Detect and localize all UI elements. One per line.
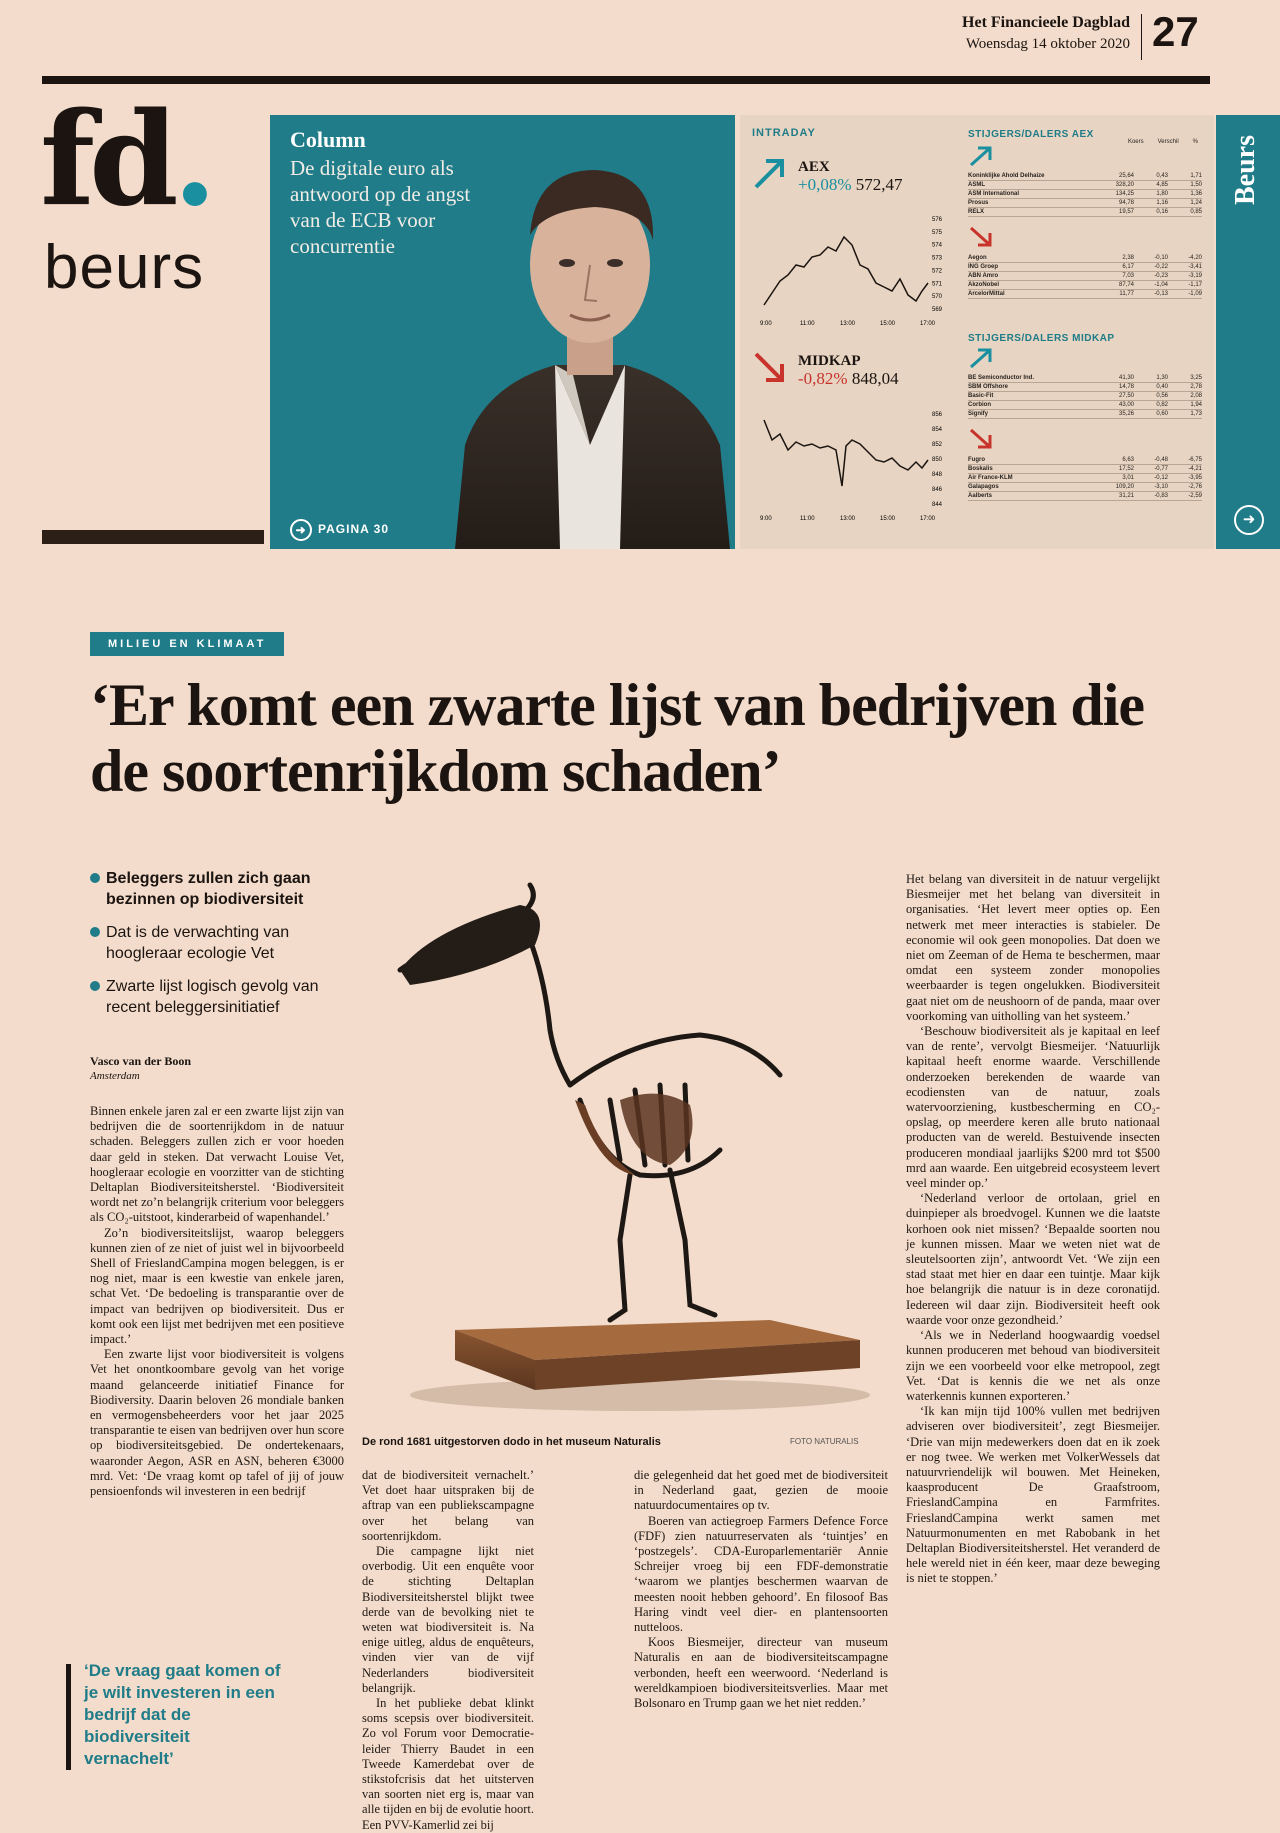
stock-name: Fugro [968,457,985,463]
x-tick-label: 11:00 [800,321,815,327]
stock-value: 1,50 [1190,182,1202,188]
bullet-icon [90,873,100,883]
stock-value: 31,21 [1118,493,1134,499]
fd-logo-text: fd [40,85,173,235]
stock-value: 11,77 [1119,291,1134,297]
pull-quote-bar [66,1664,71,1770]
stock-name: ASM International [968,191,1020,197]
y-tick-label: 852 [932,442,943,448]
stock-name: Corbion [968,402,991,408]
stock-value: 1,71 [1190,173,1202,179]
x-tick-label: 9:00 [760,321,772,327]
aex-value: 572,47 [855,175,903,194]
stock-value: 328,20 [1115,182,1134,188]
stock-row [968,383,1202,392]
bullet-icon [90,981,100,991]
dateline-place: Amsterdam [90,1070,140,1082]
stock-name: SBM Offshore [968,384,1009,390]
arrow-right-icon[interactable]: ➜ [1234,505,1264,535]
stock-value: 2,08 [1190,393,1202,399]
paragraph: ‘Beschouw biodiversiteit als je kapitaal en leef van de rente’, vervolgt Biesmeijer. ‘Natuurlijk kapitaal heeft enorme waarde. Verschillende onderzoeken berekenden de waarde van ecodiensten van de natuur, zoals watervoorziening, kustbescherming en CO₂-opslag, op meerdere keren alle bruto nationaal producten van de wereld. Bestuivende insecten produceren mondiaal jaarlijks $200 mrd tot $500 mrd aan waarde. Een uitgebreid ecosysteem levert veel minder op.’ [906,1024,1160,1191]
body-column-3 [634,1468,888,1780]
bullet-text: Beleggers zullen zich gaan bezinnen op biodiversiteit [106,870,311,908]
stock-name: Aegon [968,255,987,261]
columnist-portrait [445,115,735,549]
midkap-change: -0,82% [798,369,848,388]
x-tick-label: 17:00 [920,516,936,522]
stock-name: AkzoNobel [968,282,1000,288]
header-verschil: Verschil [1157,139,1179,145]
pull-quote: ‘De vraag gaat komen of je wilt investeren in een bedrijf dat de biodiversiteit vernachelt’ [84,1661,281,1768]
stock-value: 1,73 [1190,411,1202,417]
arrow-right-icon: ➜ [290,519,312,541]
stock-row [968,208,1202,217]
stock-name: Air France-KLM [968,475,1013,481]
arrow-up-icon [968,347,994,369]
bullet-text: Zwarte lijst logisch gevolg van recent beleggersinitiatief [106,978,319,1016]
masthead-divider [1141,14,1142,60]
beurs-tab-label: Beurs [1230,135,1261,205]
paragraph: ‘Ik kan mijn tijd 100% vullen met bedrijven adviseren over biodiversiteit’, zegt Biesmeijer. ‘Drie van mijn medewerkers doen dat en ik zoek er nog twee. We werken met VolkerWessels dat natuurvriendelijk wil bouwen. Met Heineken, kaasproducent De Graafstroom, FrieslandCampina en Farmfrites. FrieslandCampina werkt samen met Natuurmonumenten en met Rabobank in het Deltaplan Biodiversiteitsherstel. Het veranderd de hele wereld niet in één keer, maar deze beweging is niet te stoppen.’ [906,1404,1160,1586]
stock-value: -6,75 [1188,457,1202,463]
paragraph: In het publieke debat klinkt soms scepsis over biodiversiteit. Zo vol Forum voor Democratie-leider Thierry Baudet in een Tweede Kamerdebat over de stikstofcrisis dat het uitsterven van soorten niet erg is, maar van alle tijden en bij de evolutie hoort. Een PVV-Kamerlid zei bij [362,1696,534,1832]
y-tick-label: 844 [932,502,943,508]
midkap-table [968,347,1202,501]
stock-row [968,374,1202,383]
aex-table-title: STIJGERS/DALERS AEX [968,129,1094,140]
aex-change: +0,08% [798,175,852,194]
stock-value: -0,22 [1154,264,1168,270]
y-tick-label: 571 [932,281,943,288]
stock-row [968,392,1202,401]
y-tick-label: 575 [932,229,943,236]
stock-value: -3,10 [1154,484,1168,490]
stock-row [968,190,1202,199]
stock-row [968,401,1202,410]
stock-value: 1,16 [1156,200,1168,206]
aex-name: AEX [798,159,830,175]
paragraph: Binnen enkele jaren zal er een zwarte lijst zijn van bedrijven die de soortenrijkdom in de natuur schaden. Beleggers zullen zich er voor hoeden daar geld in steken. Dat verwacht Louise Vet, hoogleraar ecologie en voorzitter van de stichting Deltaplan Biodiversiteitsherstel. ‘Biodiversiteit wordt net zo’n belangrijk criterium voor beleggers als CO₂-uitstoot, kinderarbeid of wapenhandel.’ [90,1104,344,1225]
stock-value: 6,63 [1122,457,1134,463]
stock-name: ABN Amro [968,273,999,279]
issue-date: Woensdag 14 oktober 2020 [965,36,1130,52]
header-koers: Koers [1127,139,1144,145]
stock-value: -1,04 [1154,282,1168,288]
stock-value: 17,52 [1118,466,1134,472]
bullet-item [90,922,350,964]
section-name: beurs [44,233,205,302]
article-bullets [90,868,350,1030]
stock-name: Basic-Fit [968,393,994,399]
stock-value: 3,01 [1122,475,1134,481]
aex-risers-list [968,172,1202,217]
y-tick-label: 570 [932,294,943,301]
column-page-link[interactable] [290,519,389,541]
column-title: De digitale euro als antwoord op de angst van de ECB voor concurrentie [290,156,471,258]
stock-value: 25,64 [1118,173,1134,179]
arrow-up-icon [752,155,788,191]
stock-value: -2,76 [1188,484,1202,490]
bullet-icon [90,927,100,937]
x-tick-label: 11:00 [800,516,815,522]
paragraph: ‘Als we in Nederland hoogwaardig voedsel kunnen produceren met behoud van biodiversiteit zijn we een voorbeeld voor elke metropool, zegt Vet. ‘Dat is kennis die we net als onze waterkennis kunnen exporteren.’ [906,1328,1160,1403]
fd-logo [40,85,212,235]
stock-row [968,465,1202,474]
intraday-label: INTRADAY [752,127,816,139]
stock-value: -1,17 [1188,282,1202,288]
arrow-down-icon [752,350,788,386]
stock-value: -4,20 [1188,255,1202,261]
stock-name: Aalberts [968,493,993,499]
paragraph: die gelegenheid dat het goed met de biodiversiteit in Nederland gaat, gezien de mooie natuurdocumentaires op tv. [634,1468,888,1513]
photo-caption: De rond 1681 uitgestorven dodo in het museum Naturalis [362,1436,661,1448]
stock-value: 1,24 [1190,200,1202,206]
stock-value: -3,19 [1188,273,1202,279]
stock-name: Koninklijke Ahold Delhaize [968,173,1045,179]
aex-fallers-list [968,254,1202,299]
paragraph: dat de biodiversiteit vernachelt.’ Vet doet haar uitspraken bij de aftrap van een publiekscampagne over het belang van soortenrijkdom. [362,1468,534,1543]
y-tick-label: 846 [932,487,943,493]
stock-value: -0,77 [1154,466,1168,472]
stock-row [968,172,1202,181]
stock-value: 7,03 [1122,273,1134,279]
stock-value: 1,30 [1156,375,1168,381]
stock-row [968,181,1202,190]
left-rule [42,530,264,544]
bullet-text: Dat is de verwachting van hoogleraar ecologie Vet [106,924,290,962]
stock-row [968,492,1202,501]
stock-row [968,290,1202,299]
stock-row [968,281,1202,290]
stock-row [968,272,1202,281]
stock-row [968,263,1202,272]
stock-value: 87,74 [1118,282,1134,288]
paragraph: Die campagne lijkt niet overbodig. Uit een enquête voor de stichting Deltaplan Biodiversiteitsherstel blijkt twee derde van de bevolking niet te weten wat biodiversiteit is. Na enige uitleg, aldus de enquêteurs, vinden vier van de vijf Nederlanders biodiversiteit belangrijk. [362,1544,534,1695]
stock-value: -3,41 [1188,264,1202,270]
stock-value: 2,78 [1190,384,1202,390]
stock-value: -0,10 [1154,255,1168,261]
stock-value: 1,36 [1190,191,1202,197]
stock-value: 1,80 [1156,191,1168,197]
dodo-skeleton-photo [370,860,880,1420]
y-tick-label: 574 [932,242,943,249]
article-kicker: MILIEU EN KLIMAAT [90,632,284,656]
body-column-1 [90,1104,344,1634]
arrow-up-icon [968,145,994,167]
stock-name: RELX [968,209,985,215]
midkap-fallers-list [968,456,1202,501]
stock-value: 134,25 [1115,191,1134,197]
stock-value: -0,48 [1154,457,1168,463]
y-tick-label: 576 [932,217,943,223]
page-number: 27 [1152,8,1199,55]
stock-row [968,474,1202,483]
stock-row [968,199,1202,208]
stock-value: -4,21 [1188,466,1202,472]
stock-value: 0,40 [1156,384,1168,390]
column-teaser[interactable] [270,115,735,549]
article-headline: ‘Er komt een zwarte lijst van bedrijven die de soortenrijkdom schaden’ [90,672,1145,804]
stock-name: Galapagos [968,484,999,490]
header-pct: % [1192,139,1198,145]
beurs-section-tab[interactable] [1216,115,1280,549]
aex-table [968,139,1202,299]
stock-value: 94,78 [1118,200,1134,206]
aex-chart [752,205,948,335]
stock-name: Boskalis [968,466,993,472]
stock-name: Prosus [968,200,989,206]
stock-value: 3,25 [1190,375,1202,381]
stock-value: -2,59 [1188,493,1202,499]
body-column-4 [906,872,1160,1780]
y-tick-label: 854 [932,427,943,433]
stock-value: 0,56 [1156,393,1168,399]
paragraph: Koos Biesmeijer, directeur van museum Naturalis en aan de biodiversiteitscampagne verbonden, heeft een weerwoord. ‘Nederland is wereldkampioen biodiversiteitsverlies. Maar met Bolsonaro en Trump gaan we het niet redden.’ [634,1635,888,1711]
author-byline: Vasco van der Boon [90,1054,192,1068]
stock-value: 41,30 [1118,375,1134,381]
stock-value: 6,17 [1122,264,1134,270]
stock-row [968,410,1202,419]
paragraph: ‘Nederland verloor de ortolaan, griel en duinpieper als broedvogel. Kunnen we die laatste korhoen ook niet missen? ‘Bepaalde soorten nou je kunnen missen. Maar we weten niet wat de sleutelsoorten zijn’, antwoordt Vet. ‘We zijn een stad staat met hier en daar een tuintje. Maar kijk hoe belangrijk die natuur is in deze coronatijd. Iedereen wil daar zijn. Biodiversiteit heeft ook waarde voor onze gezondheid.’ [906,1191,1160,1327]
stock-value: -0,83 [1154,493,1168,499]
x-tick-label: 13:00 [840,516,856,522]
arrow-down-icon [968,225,994,249]
x-tick-label: 13:00 [840,321,856,327]
bullet-item [90,868,350,910]
x-tick-label: 15:00 [880,516,896,522]
stock-row [968,254,1202,263]
midkap-name: MIDKAP [798,353,861,369]
stock-value: -0,23 [1154,273,1168,279]
stock-value: 19,57 [1118,209,1134,215]
aex-table-header [968,139,1202,145]
paragraph: Zo’n biodiversiteitslijst, waarop beleggers kunnen zien of ze niet of juist wel in bijvoorbeeld Shell of FrieslandCampina mogen beleggen, is er nog niet, maar is een kwestie van enkele jaren, schat Vet. ‘De bedoeling is transparantie over de impact van bedrijven op biodiversiteit. Dus er komt ook een lijst met bedrijven met een positieve impact.’ [90,1225,344,1347]
column-kicker: Column [290,127,366,152]
stock-value: 4,85 [1156,182,1168,188]
stock-value: 14,78 [1118,384,1134,390]
stock-value: 1,94 [1190,402,1202,408]
stock-value: 0,82 [1156,402,1168,408]
stock-value: 0,43 [1156,173,1168,179]
stock-name: ASML [968,182,985,188]
y-tick-label: 573 [932,255,943,262]
market-panel [740,115,1214,549]
stock-value: 0,16 [1156,209,1168,215]
y-tick-label: 850 [932,457,943,463]
midkap-chart-line [764,420,928,486]
body-column-2 [362,1468,534,1832]
stock-value: -3,95 [1188,475,1202,481]
stock-value: 109,20 [1115,484,1134,490]
stock-value: 35,26 [1118,411,1134,417]
stock-value: -0,13 [1154,291,1168,297]
midkap-value: 848,04 [851,369,899,388]
y-tick-label: 848 [932,472,943,478]
x-tick-label: 15:00 [880,321,896,327]
stock-value: 0,60 [1156,411,1168,417]
paragraph: Het belang van diversiteit in de natuur vergelijkt Biesmeijer met het belang van diversiteit in organisaties. ‘Het levert meer opties op. Een netwerk met meer interacties is stabieler. De economie wil ook geen monopolies. Dat doen we niet om Zeeman of de Hema te beschermen, maar omdat een systeem zonder monopolies weerbaarder is tegen ongelukken. Biodiversiteit gaat niet om de neushoorn of de panda, maar over voorkoming van uitholling van het systeem.’ [906,872,1160,1023]
stock-value: 43,00 [1118,402,1134,408]
top-rule [42,76,1210,84]
stock-value: -0,12 [1154,475,1168,481]
y-tick-label: 572 [932,268,943,275]
photo-credit: FOTO NATURALIS [790,1437,859,1446]
x-tick-label: 9:00 [760,516,772,522]
arrow-down-icon [968,427,994,451]
bullet-item [90,976,350,1018]
x-tick-label: 17:00 [920,321,936,327]
stock-value: -1,09 [1188,291,1202,297]
stock-value: 2,38 [1122,255,1134,261]
stock-value: 0,85 [1190,209,1202,215]
stock-row [968,483,1202,492]
paragraph: Boeren van actiegroep Farmers Defence Force (FDF) zien natuurreservaten als ‘tuintjes’ en ‘postzegels’. CDA-Europarlementariër Annie Schreijer vroeg bij een FDF-demonstratie ‘waarom we plantjes beschermen waarvan de meesten nooit hebben gehoord’. En filosoof Bas Haring vindt veel dier- en plantensoorten nutteloos. [634,1513,888,1635]
y-tick-label: 569 [932,307,943,313]
column-page-label: PAGINA 30 [318,522,390,537]
stock-name: ING Groep [968,264,999,270]
midkap-chart [752,400,948,530]
stock-row [968,456,1202,465]
stock-value: 27,50 [1118,393,1134,399]
newspaper-name: Het Financieele Dagblad [962,14,1130,31]
aex-chart-line [764,237,928,305]
paragraph: Een zwarte lijst voor biodiversiteit is volgens Vet het onontkoombare gevolg van het vorige maand gelanceerde initiatief Finance for Biodiversity. Daarin beloven 26 mondiale banken en vermogensbeheerders voor het jaar 2025 transparantie te eisen van bedrijven over hun score op biodiversiteitsgebied. De ondertekenaars, waaronder Aegon, ASR en ASN, beheren €3000 mrd. Vet: ‘De vraag komt op tafel of jij of jouw pensioenfonds wil investeren in een bedrijf [90,1347,344,1499]
y-tick-label: 856 [932,412,943,418]
midkap-table-title: STIJGERS/DALERS MIDKAP [968,333,1115,344]
midkap-risers-list [968,374,1202,419]
fd-logo-dot: . [172,85,212,235]
stock-name: BE Semiconductor Ind. [968,375,1035,381]
stock-name: ArcelorMittal [968,291,1005,297]
stock-name: Signify [968,411,989,417]
